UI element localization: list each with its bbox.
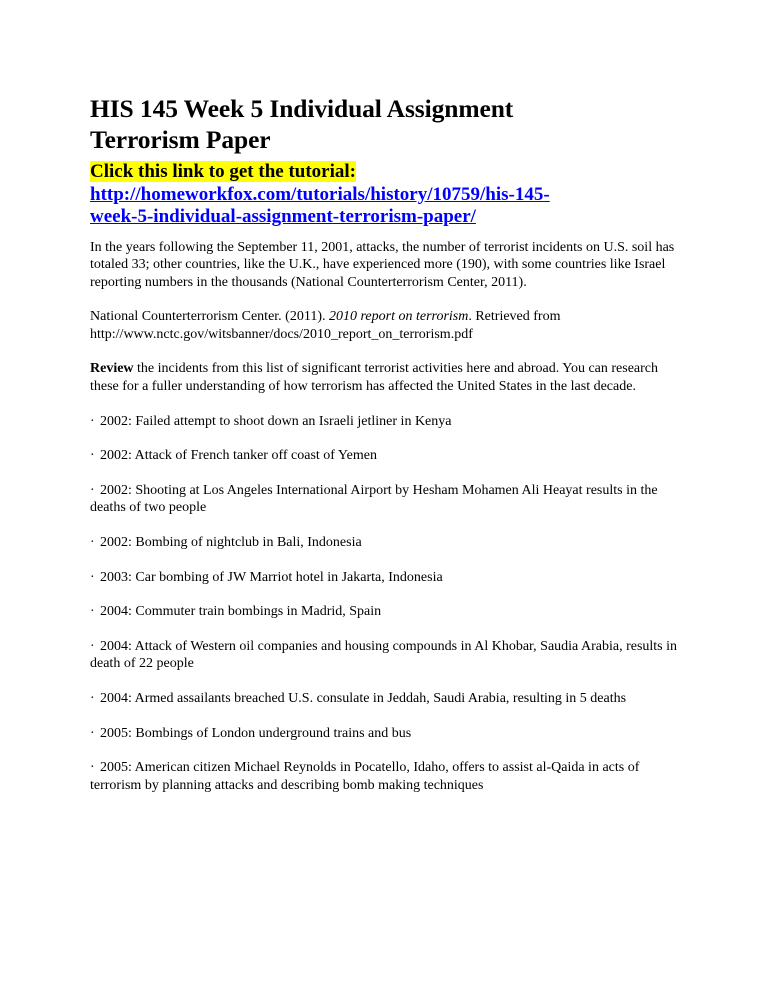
- document-title-line1: HIS 145 Week 5 Individual Assignment: [90, 94, 514, 123]
- incident-text: 2002: Failed attempt to shoot down an Israeli jetliner in Kenya: [100, 413, 452, 429]
- bullet-icon: ·: [90, 604, 95, 620]
- bullet-icon: ·: [90, 691, 95, 706]
- document-title: [90, 93, 682, 155]
- list-item: [90, 534, 682, 552]
- tutorial-callout: [90, 161, 682, 229]
- list-item: [90, 569, 682, 587]
- incident-text: 2002: Shooting at Los Angeles International Airport by Hesham Mohamen Ali Heayat results in the deaths of two people: [90, 482, 658, 516]
- list-item: [90, 603, 682, 621]
- list-item: [90, 413, 682, 431]
- list-item: [90, 725, 682, 743]
- incident-text: 2002: Attack of French tanker off coast of Yemen: [100, 448, 377, 464]
- list-item: [90, 638, 682, 673]
- tutorial-link-line1: http://homeworkfox.com/tutorials/history/10759/his-145-: [90, 183, 550, 205]
- review-paragraph: [90, 360, 682, 395]
- bullet-icon: ·: [90, 413, 95, 429]
- document-page: [90, 93, 682, 794]
- tutorial-link[interactable]: [90, 184, 682, 229]
- list-item: [90, 690, 682, 708]
- citation-title: 2010 report on terrorism: [328, 309, 469, 325]
- list-item: [90, 447, 682, 465]
- tutorial-callout-label: Click this link to get the tutorial:: [90, 161, 356, 182]
- tutorial-link-line2: week-5-individual-assignment-terrorism-paper/: [90, 206, 476, 227]
- incident-list: [90, 413, 682, 795]
- review-text: the incidents from this list of significant terrorist activities here and abroad. You can research these for a fuller understanding of how terrorism has affected the United States in the last decade.: [90, 361, 659, 395]
- review-bold-word: Review: [90, 361, 134, 377]
- bullet-icon: ·: [90, 638, 95, 654]
- document-title-line2: Terrorism Paper: [90, 125, 271, 154]
- incident-text: 2005: American citizen Michael Reynolds in Pocatello, Idaho, offers to assist al-Qaida in acts of terrorism by planning attacks and describing bomb making techniques: [90, 760, 640, 793]
- bullet-icon: ·: [90, 569, 95, 585]
- citation-suffix: . Retrieved from http://www.nctc.gov/witsbanner/docs/2010_report_on_terrorism.pdf: [90, 309, 561, 342]
- bullet-icon: ·: [90, 448, 95, 464]
- bullet-icon: ·: [90, 535, 95, 551]
- bullet-icon: ·: [90, 482, 95, 498]
- citation-prefix: National Counterterrorism Center. (2011).: [90, 309, 329, 325]
- intro-paragraph: In the years following the September 11, 2001, attacks, the number of terrorist incidents on U.S. soil has totaled 33; other countries, like the U.K., have experienced more (190), with some countries like Israel reporting numbers in the thousands (National Counterterrorism Center, 2011).: [90, 239, 675, 290]
- incident-text: 2002: Bombing of nightclub in Bali, Indonesia: [100, 535, 362, 551]
- incident-text: 2005: Bombings of London underground trains and bus: [100, 725, 412, 741]
- citation-paragraph: [90, 308, 682, 343]
- incident-text: 2004: Armed assailants breached U.S. consulate in Jeddah, Saudi Arabia, resulting in 5 deaths: [100, 691, 627, 706]
- bullet-icon: ·: [90, 725, 95, 741]
- incident-text: 2004: Commuter train bombings in Madrid, Spain: [100, 604, 382, 620]
- incident-text: 2004: Attack of Western oil companies and housing compounds in Al Khobar, Saudia Arabia, results in death of 22 people: [90, 638, 678, 672]
- incident-text: 2003: Car bombing of JW Marriot hotel in Jakarta, Indonesia: [100, 569, 443, 585]
- list-item: [90, 759, 682, 794]
- bullet-icon: ·: [90, 760, 95, 776]
- list-item: [90, 482, 682, 517]
